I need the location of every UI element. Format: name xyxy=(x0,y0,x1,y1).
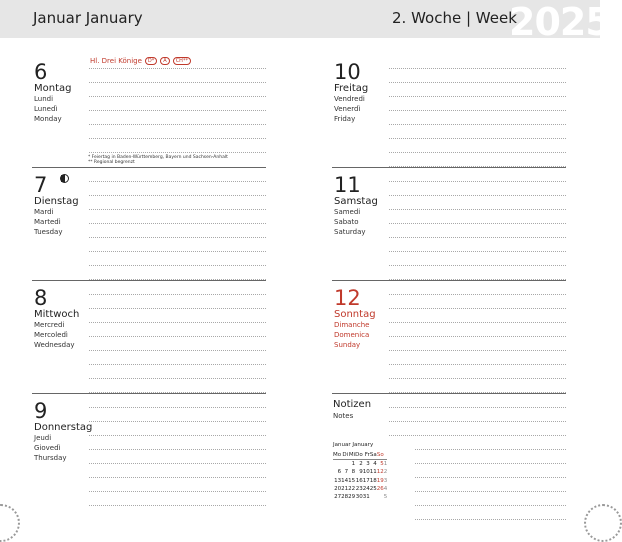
weekday-label: Mi xyxy=(348,452,356,459)
writing-line xyxy=(389,181,566,182)
year-label: 2025 xyxy=(509,0,611,44)
day-name: Mittwoch xyxy=(34,309,80,320)
day-name-it: Domenica xyxy=(334,331,370,339)
mini-date xyxy=(333,460,341,469)
holiday-entry xyxy=(90,57,191,65)
writing-line xyxy=(89,463,266,464)
mini-calendar-week xyxy=(333,493,387,501)
notes-title: Notizen xyxy=(333,399,372,410)
day-name-en: Friday xyxy=(334,115,356,123)
binding-ring-right xyxy=(584,504,622,542)
writing-line xyxy=(89,407,266,408)
day-number: 11 xyxy=(334,173,361,197)
day-name: Donnerstag xyxy=(34,422,93,433)
day-name-it: Venerdì xyxy=(334,105,361,113)
week-number: 3 xyxy=(383,477,388,484)
writing-line xyxy=(389,124,566,125)
writing-line xyxy=(89,294,266,295)
writing-line xyxy=(389,378,566,379)
mini-calendar-header-row xyxy=(333,451,387,460)
writing-line xyxy=(389,68,566,69)
page-header xyxy=(0,0,611,44)
writing-line xyxy=(389,251,566,252)
mini-date: 18 xyxy=(369,477,377,484)
mini-date: 6 xyxy=(337,469,342,476)
writing-line xyxy=(89,505,266,506)
writing-line xyxy=(389,336,566,337)
mini-date: 12 xyxy=(376,469,384,476)
mini-calendar-week xyxy=(333,468,387,476)
day-name-it: Lunedì xyxy=(34,105,58,113)
mini-calendar-week xyxy=(333,477,387,485)
writing-line xyxy=(389,435,566,436)
writing-line xyxy=(389,96,566,97)
footnote-2: ** Regional begrenzt xyxy=(88,160,135,165)
writing-line xyxy=(89,477,266,478)
writing-line xyxy=(389,152,566,153)
footnote-1: * Feiertag in Baden-Württemberg, Bayern und Sachsen-Anhalt xyxy=(88,155,228,160)
holiday-badge-de: D* xyxy=(145,57,157,65)
day-separator xyxy=(332,393,566,394)
writing-line xyxy=(89,364,266,365)
writing-line xyxy=(389,364,566,365)
mini-date: 31 xyxy=(362,494,370,501)
writing-line xyxy=(89,110,266,111)
mini-date: 8 xyxy=(351,469,356,476)
writing-line xyxy=(389,195,566,196)
writing-line xyxy=(415,477,566,478)
holiday-badge-at: A xyxy=(160,57,169,65)
day-name-fr: Mercredi xyxy=(34,321,65,329)
writing-line xyxy=(415,449,566,450)
week-number: 2 xyxy=(383,469,388,476)
mini-date: 16 xyxy=(355,477,363,484)
mini-date: 21 xyxy=(341,485,349,492)
mini-date: 9 xyxy=(359,469,363,476)
writing-line xyxy=(389,421,566,422)
day-number: 10 xyxy=(334,60,361,84)
writing-line xyxy=(389,82,566,83)
day-name-en: Sunday xyxy=(334,341,361,349)
week-number: 5 xyxy=(383,494,388,501)
mini-date: 17 xyxy=(362,477,370,484)
writing-line xyxy=(389,294,566,295)
writing-line xyxy=(389,265,566,266)
writing-line xyxy=(389,223,566,224)
day-name-fr: Jeudi xyxy=(34,434,52,442)
binding-ring-left xyxy=(0,504,20,542)
weekday-label: Sa xyxy=(369,452,377,459)
mini-date: 23 xyxy=(355,485,363,492)
notes-subtitle: Notes xyxy=(333,412,354,420)
writing-line xyxy=(415,505,566,506)
day-name-it: Martedì xyxy=(34,218,61,226)
holiday-label: Hl. Drei Könige xyxy=(90,57,142,65)
holiday-badge-ch: CH** xyxy=(173,57,191,65)
mini-date: 27 xyxy=(334,494,342,501)
mini-date: 2 xyxy=(359,461,363,468)
mini-date: 29 xyxy=(348,494,356,501)
writing-line xyxy=(89,209,266,210)
mini-date: 3 xyxy=(366,461,370,468)
day-name-fr: Lundi xyxy=(34,95,54,103)
day-name-fr: Mardi xyxy=(34,208,54,216)
weekday-label: So xyxy=(376,452,384,459)
writing-line xyxy=(89,152,266,153)
week-number-header xyxy=(384,451,388,460)
day-name: Freitag xyxy=(334,83,369,94)
week-number: 1 xyxy=(383,461,388,468)
day-separator xyxy=(32,393,266,394)
day-name-en: Thursday xyxy=(34,454,67,462)
mini-date: 11 xyxy=(369,469,377,476)
mini-date: 22 xyxy=(348,485,356,492)
day-name-it: Giovedì xyxy=(34,444,61,452)
writing-line xyxy=(389,209,566,210)
writing-line xyxy=(89,138,266,139)
mini-date: 5 xyxy=(380,461,384,468)
writing-line xyxy=(389,237,566,238)
day-number: 6 xyxy=(34,60,48,84)
writing-line xyxy=(415,463,566,464)
mini-date: 20 xyxy=(334,485,342,492)
day-name-fr: Vendredi xyxy=(334,95,365,103)
mini-date: 14 xyxy=(341,477,349,484)
mini-date: 1 xyxy=(351,461,356,468)
mini-calendar-week xyxy=(333,460,387,469)
mini-date xyxy=(341,460,348,469)
writing-line xyxy=(89,96,266,97)
mini-date: 30 xyxy=(355,494,363,501)
writing-line xyxy=(89,308,266,309)
mini-calendar-grid xyxy=(333,451,387,501)
mini-date: 13 xyxy=(334,477,342,484)
mini-date: 24 xyxy=(362,485,370,492)
writing-line xyxy=(89,336,266,337)
day-name: Dienstag xyxy=(34,196,79,207)
week-number: 4 xyxy=(383,485,388,492)
day-name: Samstag xyxy=(334,196,378,207)
writing-line xyxy=(415,491,566,492)
mini-date: 15 xyxy=(348,477,356,484)
day-name-fr: Dimanche xyxy=(334,321,370,329)
first-quarter-moon-icon xyxy=(60,174,69,183)
mini-date: 10 xyxy=(362,469,370,476)
day-name-it: Sabato xyxy=(334,218,359,226)
day-number: 7 xyxy=(34,173,48,197)
mini-date: 19 xyxy=(376,477,384,484)
mini-calendar-title: Januar January xyxy=(333,442,374,448)
weekday-label: Mo xyxy=(333,452,342,459)
writing-line xyxy=(389,322,566,323)
day-name: Montag xyxy=(34,83,72,94)
day-separator xyxy=(332,167,566,168)
day-name-en: Wednesday xyxy=(34,341,75,349)
day-separator xyxy=(32,167,266,168)
mini-date xyxy=(377,493,384,501)
writing-line xyxy=(89,265,266,266)
mini-calendar-week xyxy=(333,485,387,493)
writing-line xyxy=(89,223,266,224)
writing-line xyxy=(89,82,266,83)
weekday-label: Di xyxy=(342,452,349,459)
day-separator xyxy=(332,280,566,281)
writing-line xyxy=(89,68,266,69)
writing-line xyxy=(89,322,266,323)
writing-line xyxy=(389,350,566,351)
writing-line xyxy=(389,308,566,309)
day-name-en: Monday xyxy=(34,115,62,123)
writing-line xyxy=(89,251,266,252)
writing-line xyxy=(89,491,266,492)
writing-line xyxy=(89,435,266,436)
writing-line xyxy=(89,195,266,196)
mini-date xyxy=(370,493,377,501)
writing-line xyxy=(89,449,266,450)
month-title: Januar January xyxy=(33,9,143,27)
day-separator xyxy=(32,280,266,281)
day-number: 12 xyxy=(334,286,361,310)
writing-line xyxy=(89,181,266,182)
writing-line xyxy=(389,110,566,111)
day-number: 9 xyxy=(34,399,48,423)
mini-date: 25 xyxy=(369,485,377,492)
writing-line xyxy=(89,237,266,238)
day-name-it: Mercoledì xyxy=(34,331,68,339)
writing-line xyxy=(89,350,266,351)
mini-date: 28 xyxy=(341,494,349,501)
day-name: Sonntag xyxy=(334,309,376,320)
writing-line xyxy=(415,519,566,520)
writing-line xyxy=(89,378,266,379)
weekday-label: Fr xyxy=(364,452,370,459)
week-title: 2. Woche | Week xyxy=(392,9,517,27)
mini-date: 4 xyxy=(373,461,377,468)
day-number: 8 xyxy=(34,286,48,310)
mini-date: 26 xyxy=(376,485,384,492)
mini-date: 7 xyxy=(344,469,349,476)
writing-line xyxy=(389,407,566,408)
weekday-label: Do xyxy=(355,452,363,459)
day-name-en: Saturday xyxy=(334,228,366,236)
writing-line xyxy=(89,421,266,422)
day-name-fr: Samedi xyxy=(334,208,361,216)
writing-line xyxy=(389,138,566,139)
writing-line xyxy=(89,124,266,125)
day-name-en: Tuesday xyxy=(34,228,63,236)
